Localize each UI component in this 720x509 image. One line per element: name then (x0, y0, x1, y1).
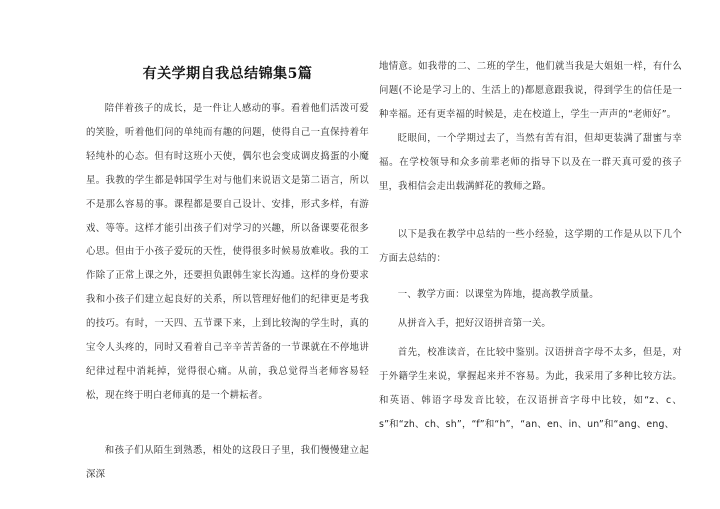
paragraph: 眨眼间，一个学期过去了，当然有苦有泪，但却更装满了甜蜜与幸福。在学校领导和众多前辈老师的指导下以及在一群天真可爱的孩子里，我相信会走出载满鲜花的教师之路。 (379, 133, 682, 192)
paragraph: 一、教学方面：以课堂为阵地，提高教学质量。 (397, 289, 599, 300)
document-title: 有关学期自我总结锦集5篇 (142, 66, 313, 82)
paragraph: 首先，校准读音，在比较中鉴别。汉语拼音字母不太多，但是，对于外籍学生来说，掌握起来并不容易。为此，我采用了多种比较方法。和英语、韩语字母发音比较，在汉语拼音字母中比较，如“z、c、s”和“zh、ch、sh”，“f”和“h”，“an、en、in、un”和“ang、eng、 (379, 347, 682, 430)
paragraph: 和孩子们从陌生到熟悉，相处的这段日子里，我们慢慢建立起深深 (86, 445, 369, 480)
paragraph: 从拼音入手，把好汉语拼音第一关。 (397, 318, 551, 329)
paragraph: 地情意。如我带的二、二班的学生，他们就当我是大姐姐一样，有什么问题(不论是学习上的、生活上的)都愿意跟我说，得到学生的信任是一种幸福。还有更幸福的时候是，走在校道上，学生一声声的“老师好”。 (379, 61, 682, 120)
paragraph: 以下是我在教学中总结的一些小经验，这学期的工作是从以下几个方面去总结的： (379, 229, 682, 264)
paragraph: 陪伴着孩子的成长，是一件让人感动的事。看着他们活泼可爱的笑脸，听着他们问的单纯而有趣的问题，使得自己一直保持着年轻纯朴的心态。但有时这班小天使，偶尔也会变成调皮捣蛋的小魔星。我教的学生都是韩国学生对与他们来说语文是第二语言，所以不是那么容易的事。课程都是要自己设计、安排，形式多样，有游戏、等等。这样才能引出孩子们对学习的兴趣，所以备课要花很多心思。但由于小孩子爱玩的天性，使得很多时候易放难收。我的工作除了正常上课之外，还要担负跟韩生家长沟通。这样的身份要求我和小孩子们建立起良好的关系，所以管理好他们的纪律更是考我的技巧。有时，一天四、五节课下来，上到比较淘的学生时，真的宝令人头疼的，同时又看着自己辛辛苦苦备的一节课就在不停地讲纪律过程中消耗掉，觉得很心痛。从前，我总觉得当老师容易轻松，现在终于明白老师真的是一个耕耘者。 (86, 103, 369, 401)
